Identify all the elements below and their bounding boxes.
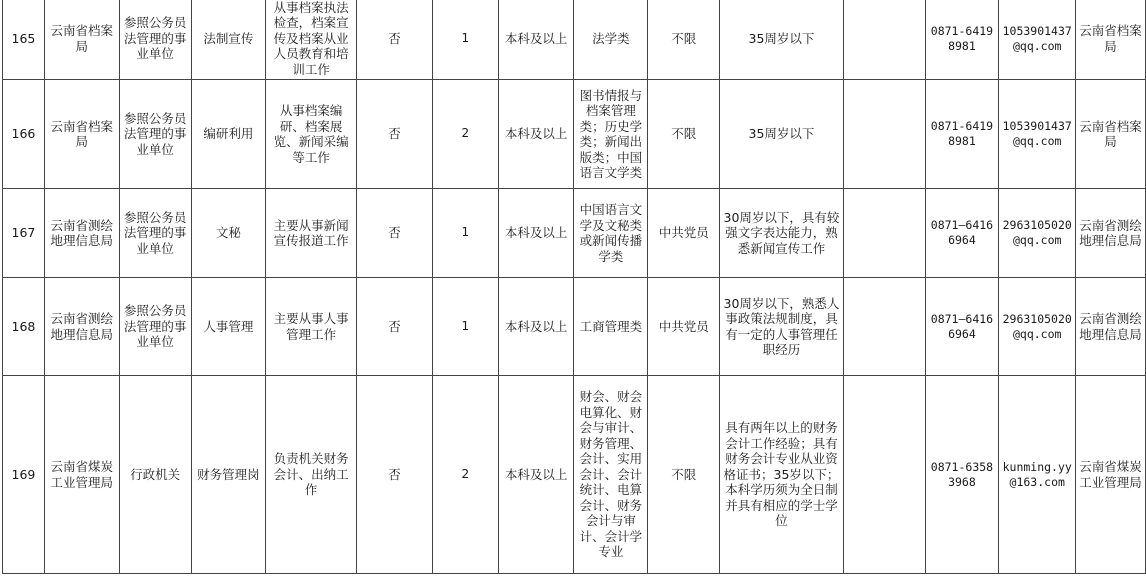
- table-row: [3, 80, 1146, 189]
- seq-cell: 167: [3, 189, 45, 278]
- email-cell: 2963105020@qq.com: [999, 278, 1076, 376]
- blank-cell: [843, 80, 925, 189]
- count-cell: 2: [432, 80, 498, 189]
- other-cell: 具有两年以上的财务会计工作经验；具有财务会计专业从业资格证书；35岁以下；本科学历须为全日制并具有相应的学士学位: [720, 376, 844, 574]
- politics-cell: 不限: [648, 80, 720, 189]
- politics-cell: 不限: [648, 376, 720, 574]
- blank-cell: [843, 189, 925, 278]
- education-cell: 本科及以上: [498, 0, 574, 80]
- duty-cell: 从事档案编研、档案展览、新闻采编等工作: [266, 80, 357, 189]
- position-cell: 财务管理岗: [191, 376, 266, 574]
- education-cell: 本科及以上: [498, 80, 574, 189]
- count-cell: 1: [432, 189, 498, 278]
- count-cell: 1: [432, 0, 498, 80]
- seq-cell: 166: [3, 80, 45, 189]
- politics-cell: 不限: [648, 0, 720, 80]
- major-cell: 中国语言文学及文秘类或新闻传播学类: [574, 189, 648, 278]
- dept-cell: 云南省测绘地理信息局: [44, 278, 119, 376]
- blank-cell: [843, 278, 925, 376]
- politics-cell: 中共党员: [648, 189, 720, 278]
- blank-cell: [843, 376, 925, 574]
- phone-cell: 0871-64198981: [925, 0, 999, 80]
- email-cell: 2963105020@qq.com: [999, 189, 1076, 278]
- supervisor-cell: 云南省测绘地理信息局: [1076, 189, 1146, 278]
- exam-cell: 否: [357, 189, 433, 278]
- duty-cell: 负责机关财务会计、出纳工作: [266, 376, 357, 574]
- positions-table: [2, 0, 1146, 574]
- seq-cell: 169: [3, 376, 45, 574]
- unit-type-cell: 参照公务员法管理的事业单位: [119, 189, 191, 278]
- phone-cell: 0871—64166964: [925, 189, 999, 278]
- supervisor-cell: 云南省档案局: [1076, 80, 1146, 189]
- other-cell: 30周岁以下，熟悉人事政策法规制度，具有一定的人事管理任职经历: [720, 278, 844, 376]
- table-row: [3, 189, 1146, 278]
- count-cell: 2: [432, 376, 498, 574]
- phone-cell: 0871-64198981: [925, 80, 999, 189]
- education-cell: 本科及以上: [498, 189, 574, 278]
- politics-cell: 中共党员: [648, 278, 720, 376]
- education-cell: 本科及以上: [498, 376, 574, 574]
- supervisor-cell: 云南省测绘地理信息局: [1076, 278, 1146, 376]
- seq-cell: 168: [3, 278, 45, 376]
- position-cell: 人事管理: [191, 278, 266, 376]
- dept-cell: 云南省档案局: [44, 80, 119, 189]
- duty-cell: 从事档案执法检查，档案宣传及档案从业人员教育和培训工作: [266, 0, 357, 80]
- position-cell: 文秘: [191, 189, 266, 278]
- exam-cell: 否: [357, 376, 433, 574]
- other-cell: 35周岁以下: [720, 0, 844, 80]
- major-cell: 图书情报与档案管理类；历史学类；新闻出版类；中国语言文学类: [574, 80, 648, 189]
- email-cell: 1053901437@qq.com: [999, 80, 1076, 189]
- other-cell: 35周岁以下: [720, 80, 844, 189]
- seq-cell: 165: [3, 0, 45, 80]
- table-row: [3, 278, 1146, 376]
- phone-cell: 0871-63583968: [925, 376, 999, 574]
- table-row: [3, 376, 1146, 574]
- duty-cell: 主要从事新闻宣传报道工作: [266, 189, 357, 278]
- phone-cell: 0871—64166964: [925, 278, 999, 376]
- major-cell: 财会、财会电算化、财会与审计、财务管理、会计、实用会计、会计统计、电算会计、财务会计与审计、会计学专业: [574, 376, 648, 574]
- unit-type-cell: 参照公务员法管理的事业单位: [119, 278, 191, 376]
- blank-cell: [843, 0, 925, 80]
- email-cell: 1053901437@qq.com: [999, 0, 1076, 80]
- other-cell: 30周岁以下，具有较强文字表达能力，熟悉新闻宣传工作: [720, 189, 844, 278]
- exam-cell: 否: [357, 278, 433, 376]
- position-cell: 编研利用: [191, 80, 266, 189]
- exam-cell: 否: [357, 0, 433, 80]
- table-row: [3, 0, 1146, 80]
- position-cell: 法制宣传: [191, 0, 266, 80]
- major-cell: 法学类: [574, 0, 648, 80]
- major-cell: 工商管理类: [574, 278, 648, 376]
- supervisor-cell: 云南省煤炭工业管理局: [1076, 376, 1146, 574]
- duty-cell: 主要从事人事管理工作: [266, 278, 357, 376]
- unit-type-cell: 参照公务员法管理的事业单位: [119, 0, 191, 80]
- education-cell: 本科及以上: [498, 278, 574, 376]
- dept-cell: 云南省档案局: [44, 0, 119, 80]
- supervisor-cell: 云南省档案局: [1076, 0, 1146, 80]
- count-cell: 1: [432, 278, 498, 376]
- dept-cell: 云南省测绘地理信息局: [44, 189, 119, 278]
- unit-type-cell: 参照公务员法管理的事业单位: [119, 80, 191, 189]
- email-cell: kunming.yy@163.com: [999, 376, 1076, 574]
- exam-cell: 否: [357, 80, 433, 189]
- unit-type-cell: 行政机关: [119, 376, 191, 574]
- dept-cell: 云南省煤炭工业管理局: [44, 376, 119, 574]
